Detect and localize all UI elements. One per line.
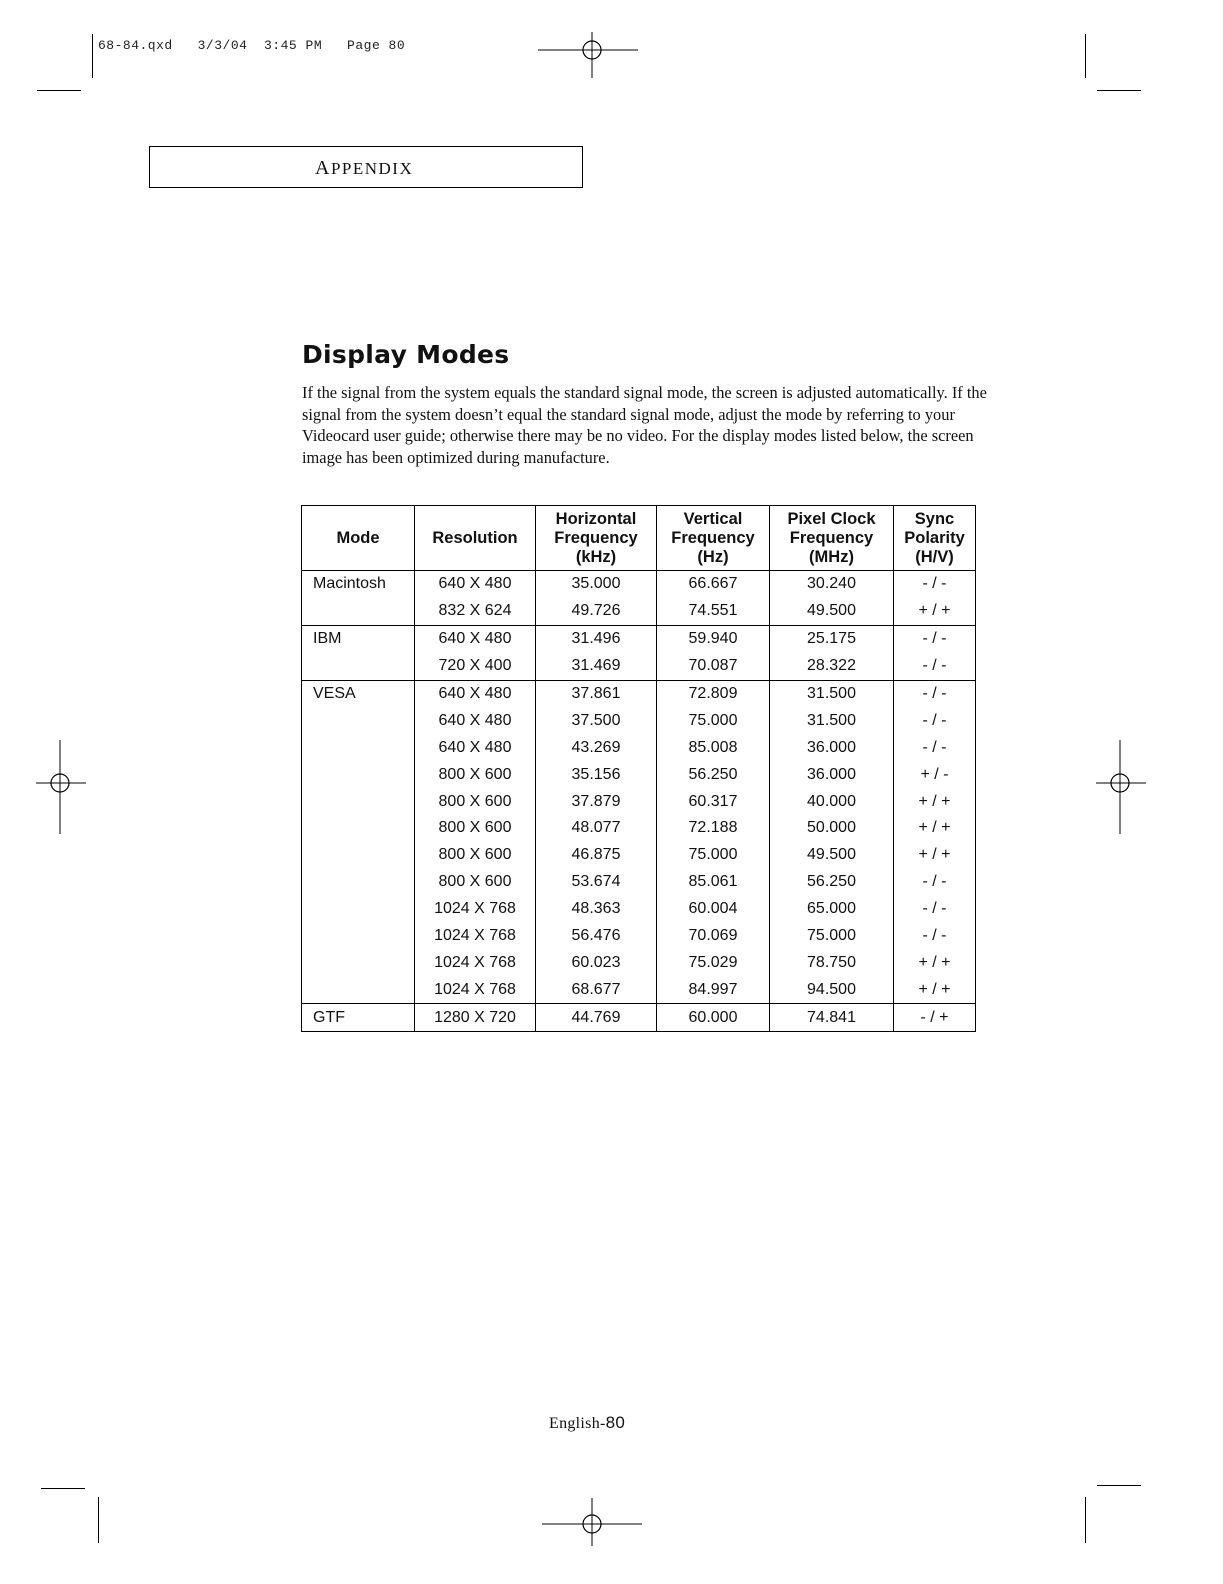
cell-vertical-frequency: 74.551: [657, 598, 770, 625]
cell-mode: Macintosh: [313, 575, 386, 593]
cell-vertical-frequency: 72.809: [657, 680, 770, 707]
printer-slug: 68-84.qxd 3/3/04 3:45 PM Page 80: [98, 38, 406, 53]
cell-horizontal-frequency: 68.677: [536, 976, 657, 1003]
cell-horizontal-frequency: 31.496: [536, 625, 657, 652]
table-body: [302, 571, 976, 1032]
registration-mark-left: [36, 740, 86, 836]
cell-pixel-clock: 78.750: [770, 949, 894, 976]
table-row: [302, 815, 976, 842]
cell-sync-polarity: + / +: [894, 842, 976, 869]
section-header-label: [315, 157, 413, 180]
display-modes-table: [301, 505, 976, 1032]
cell-pixel-clock: 65.000: [770, 896, 894, 923]
cell-mode: VESA: [313, 685, 356, 702]
registration-mark-top: [538, 32, 638, 82]
cell-horizontal-frequency: 60.023: [536, 949, 657, 976]
cell-mode: [302, 653, 415, 680]
table-row: [302, 653, 976, 680]
header-horizontal-frequency: Horizontal Frequency (kHz): [536, 506, 657, 571]
cell-sync-polarity: - / -: [894, 923, 976, 950]
table-row: [302, 949, 976, 976]
cell-sync-polarity: + / +: [894, 788, 976, 815]
crop-mark: [37, 90, 81, 91]
cell-horizontal-frequency: 46.875: [536, 842, 657, 869]
crop-mark: [1097, 90, 1141, 91]
cell-resolution: 1024 X 768: [415, 976, 536, 1003]
cell-horizontal-frequency: 31.469: [536, 653, 657, 680]
cell-pixel-clock: 75.000: [770, 923, 894, 950]
cell-horizontal-frequency: 37.861: [536, 680, 657, 707]
cell-resolution: 800 X 600: [415, 842, 536, 869]
cell-sync-polarity: - / -: [894, 707, 976, 734]
cell-pixel-clock: 49.500: [770, 598, 894, 625]
cell-vertical-frequency: 85.008: [657, 734, 770, 761]
table-row: [302, 734, 976, 761]
cell-mode: [302, 598, 415, 625]
cell-pixel-clock: 25.175: [770, 625, 894, 652]
cell-resolution: 1024 X 768: [415, 949, 536, 976]
table-row: [302, 842, 976, 869]
cell-vertical-frequency: 84.997: [657, 976, 770, 1003]
cell-mode: [302, 869, 415, 896]
cell-vertical-frequency: 75.029: [657, 949, 770, 976]
cell-pixel-clock: 31.500: [770, 680, 894, 707]
cell-mode: IBM: [313, 630, 342, 648]
cell-resolution: 1024 X 768: [415, 923, 536, 950]
cell-pixel-clock: 74.841: [770, 1004, 894, 1032]
cell-pixel-clock: 49.500: [770, 842, 894, 869]
cell-vertical-frequency: 56.250: [657, 761, 770, 788]
cell-vertical-frequency: 75.000: [657, 842, 770, 869]
cell-pixel-clock: 56.250: [770, 869, 894, 896]
cell-sync-polarity: + / +: [894, 598, 976, 625]
table-row: [302, 761, 976, 788]
cell-pixel-clock: 31.500: [770, 707, 894, 734]
cell-resolution: 1024 X 768: [415, 896, 536, 923]
cell-vertical-frequency: 60.000: [657, 1004, 770, 1032]
crop-mark: [92, 34, 93, 78]
table-row: [302, 976, 976, 1003]
cell-vertical-frequency: 70.069: [657, 923, 770, 950]
footer-language: English-: [549, 1415, 606, 1432]
cell-pixel-clock: 40.000: [770, 788, 894, 815]
crop-mark: [41, 1488, 85, 1489]
table-row: [302, 869, 976, 896]
header-sync-polarity: Sync Polarity (H/V): [894, 506, 976, 571]
registration-mark-right: [1096, 740, 1146, 836]
cell-resolution: 832 X 624: [415, 598, 536, 625]
cell-resolution: 800 X 600: [415, 869, 536, 896]
table-row: [302, 707, 976, 734]
table-row: [302, 598, 976, 625]
cell-mode: [302, 788, 415, 815]
table-row: [302, 625, 976, 652]
cell-mode: [302, 815, 415, 842]
cell-sync-polarity: + / +: [894, 976, 976, 1003]
cell-pixel-clock: 36.000: [770, 761, 894, 788]
cell-resolution: 640 X 480: [415, 734, 536, 761]
cell-sync-polarity: - / -: [894, 653, 976, 680]
cell-resolution: 1280 X 720: [415, 1004, 536, 1032]
registration-mark-bottom: [542, 1496, 642, 1546]
cell-resolution: 640 X 480: [415, 571, 536, 598]
cell-mode: [302, 734, 415, 761]
page-title: Display Modes: [302, 340, 510, 369]
cell-mode: [302, 896, 415, 923]
table-row: [302, 571, 976, 598]
cell-resolution: 800 X 600: [415, 761, 536, 788]
section-header-rest: PPENDIX: [330, 159, 414, 178]
cell-pixel-clock: 50.000: [770, 815, 894, 842]
cell-sync-polarity: - / -: [894, 625, 976, 652]
cell-pixel-clock: 28.322: [770, 653, 894, 680]
cell-mode: [302, 707, 415, 734]
table-row: [302, 923, 976, 950]
cell-sync-polarity: - / -: [894, 734, 976, 761]
crop-mark: [1097, 1485, 1141, 1486]
cell-sync-polarity: + / +: [894, 815, 976, 842]
cell-vertical-frequency: 60.317: [657, 788, 770, 815]
cell-sync-polarity: - / -: [894, 869, 976, 896]
cell-vertical-frequency: 75.000: [657, 707, 770, 734]
cell-resolution: 640 X 480: [415, 625, 536, 652]
cell-resolution: 720 X 400: [415, 653, 536, 680]
cell-sync-polarity: + / -: [894, 761, 976, 788]
cell-mode: [302, 761, 415, 788]
table-header-row: [302, 506, 976, 571]
cell-sync-polarity: - / -: [894, 571, 976, 598]
cell-pixel-clock: 30.240: [770, 571, 894, 598]
header-vertical-frequency: Vertical Frequency (Hz): [657, 506, 770, 571]
header-pixel-clock: Pixel Clock Frequency (MHz): [770, 506, 894, 571]
cell-vertical-frequency: 72.188: [657, 815, 770, 842]
section-header-box: [149, 146, 583, 188]
cell-horizontal-frequency: 48.363: [536, 896, 657, 923]
table-row: [302, 680, 976, 707]
cell-resolution: 640 X 480: [415, 707, 536, 734]
cell-mode: [302, 842, 415, 869]
cell-pixel-clock: 36.000: [770, 734, 894, 761]
cell-horizontal-frequency: 35.156: [536, 761, 657, 788]
section-header-initial: A: [315, 157, 331, 179]
cell-vertical-frequency: 70.087: [657, 653, 770, 680]
table-row: [302, 1004, 976, 1032]
header-mode: Mode: [302, 506, 415, 571]
page-footer: [549, 1413, 625, 1433]
cell-sync-polarity: - / +: [894, 1004, 976, 1032]
cell-horizontal-frequency: 53.674: [536, 869, 657, 896]
crop-mark: [1085, 34, 1086, 78]
cell-mode: [302, 976, 415, 1003]
cell-horizontal-frequency: 48.077: [536, 815, 657, 842]
header-resolution: Resolution: [415, 506, 536, 571]
intro-paragraph: If the signal from the system equals the standard signal mode, the screen is adjusted automatically. If the signal from the system doesn’t equal the standard signal mode, adjust the mode by referring to your Videocard user guide; otherwise there may be no video. For the display modes listed below, the screen image has been optimized during manufacture.: [302, 383, 987, 467]
cell-pixel-clock: 94.500: [770, 976, 894, 1003]
cell-vertical-frequency: 85.061: [657, 869, 770, 896]
cell-resolution: 640 X 480: [415, 680, 536, 707]
cell-mode: [302, 923, 415, 950]
cell-horizontal-frequency: 44.769: [536, 1004, 657, 1032]
cell-vertical-frequency: 59.940: [657, 625, 770, 652]
cell-horizontal-frequency: 35.000: [536, 571, 657, 598]
cell-horizontal-frequency: 37.500: [536, 707, 657, 734]
cell-horizontal-frequency: 56.476: [536, 923, 657, 950]
crop-mark: [98, 1497, 99, 1543]
page-number: 80: [605, 1413, 626, 1432]
cell-horizontal-frequency: 49.726: [536, 598, 657, 625]
cell-sync-polarity: + / +: [894, 949, 976, 976]
cell-vertical-frequency: 60.004: [657, 896, 770, 923]
cell-sync-polarity: - / -: [894, 680, 976, 707]
cell-horizontal-frequency: 43.269: [536, 734, 657, 761]
table-row: [302, 788, 976, 815]
cell-vertical-frequency: 66.667: [657, 571, 770, 598]
cell-resolution: 800 X 600: [415, 788, 536, 815]
cell-sync-polarity: - / -: [894, 896, 976, 923]
cell-mode: [302, 949, 415, 976]
cell-mode: GTF: [313, 1008, 345, 1026]
table-row: [302, 896, 976, 923]
crop-mark: [1085, 1497, 1086, 1543]
cell-horizontal-frequency: 37.879: [536, 788, 657, 815]
cell-resolution: 800 X 600: [415, 815, 536, 842]
